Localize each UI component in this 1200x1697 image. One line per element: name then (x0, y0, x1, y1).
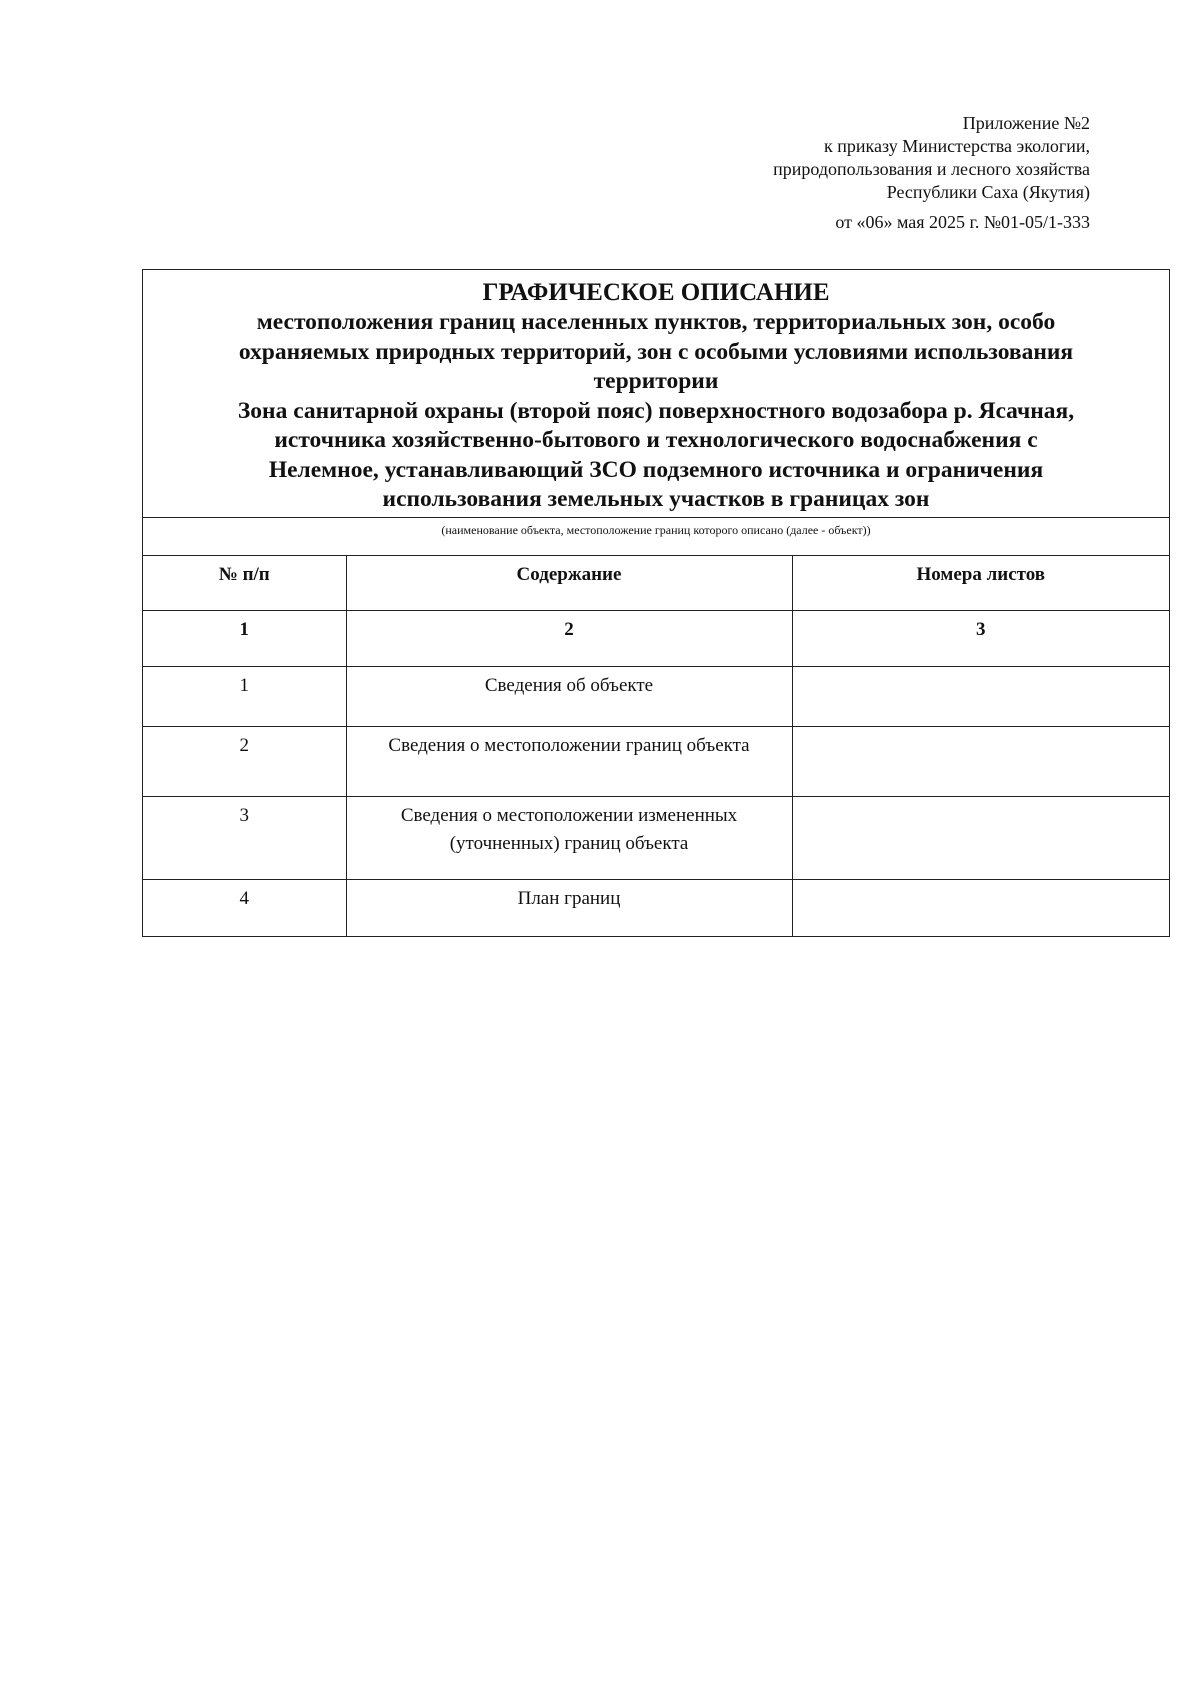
header-content: Содержание (346, 556, 792, 611)
document-title: ГРАФИЧЕСКОЕ ОПИСАНИЕ (482, 279, 830, 306)
row-pages (792, 880, 1169, 936)
appendix-number: Приложение №2 (962, 113, 1090, 133)
row-pages (792, 727, 1169, 797)
table-index-row (143, 611, 1169, 667)
header-pages: Номера листов (792, 556, 1169, 611)
title-line-3: территории (593, 368, 719, 394)
document-frame (142, 269, 1170, 937)
row-content: Сведения об объекте (346, 667, 792, 727)
title-line-5: источника хозяйственно-бытового и технологического водоснабжения с (274, 427, 1038, 453)
appendix-order-date: от «06» мая 2025 г. №01-05/1-333 (835, 212, 1090, 232)
row-number: 4 (143, 880, 346, 936)
table-row (143, 797, 1169, 880)
title-line-2: охраняемых природных территорий, зон с особыми условиями использования (238, 338, 1074, 365)
header-number: № п/п (218, 563, 270, 585)
row-number: 2 (143, 727, 346, 797)
appendix-order-ref: к приказу Министерства экологии, (823, 136, 1090, 156)
object-caption: (наименование объекта, местоположение границ которого описано (далее - объект)) (143, 518, 1169, 556)
table-header-row (143, 556, 1169, 611)
table-row (143, 667, 1169, 727)
index-cell: 3 (792, 611, 1169, 667)
row-pages (792, 797, 1169, 880)
row-number: 3 (143, 797, 346, 880)
appendix-republic: Республики Саха (Якутия) (886, 182, 1090, 202)
row-number: 1 (143, 667, 346, 727)
row-content: Сведения о местоположении границ объекта (346, 727, 792, 797)
title-block (143, 270, 1169, 518)
title-line-6: Нелемное, устанавливающий ЗСО подземного источника и ограничения (268, 456, 1044, 483)
title-line-7: использования земельных участков в границах зон (382, 486, 930, 512)
appendix-block (570, 112, 1090, 234)
row-content: Сведения о местоположении измененных (уточненных) границ объекта (346, 797, 792, 880)
title-line-1: местоположения границ населенных пунктов, территориальных зон, особо (256, 309, 1056, 335)
index-cell: 1 (143, 611, 346, 667)
index-cell: 2 (346, 611, 792, 667)
row-content: План границ (346, 880, 792, 936)
contents-table (143, 556, 1169, 936)
table-row (143, 727, 1169, 797)
row-pages (792, 667, 1169, 727)
appendix-ministry: природопользования и лесного хозяйства (773, 159, 1090, 179)
table-row (143, 880, 1169, 936)
title-line-4: Зона санитарной охраны (второй пояс) поверхностного водозабора р. Ясачная, (237, 397, 1075, 424)
